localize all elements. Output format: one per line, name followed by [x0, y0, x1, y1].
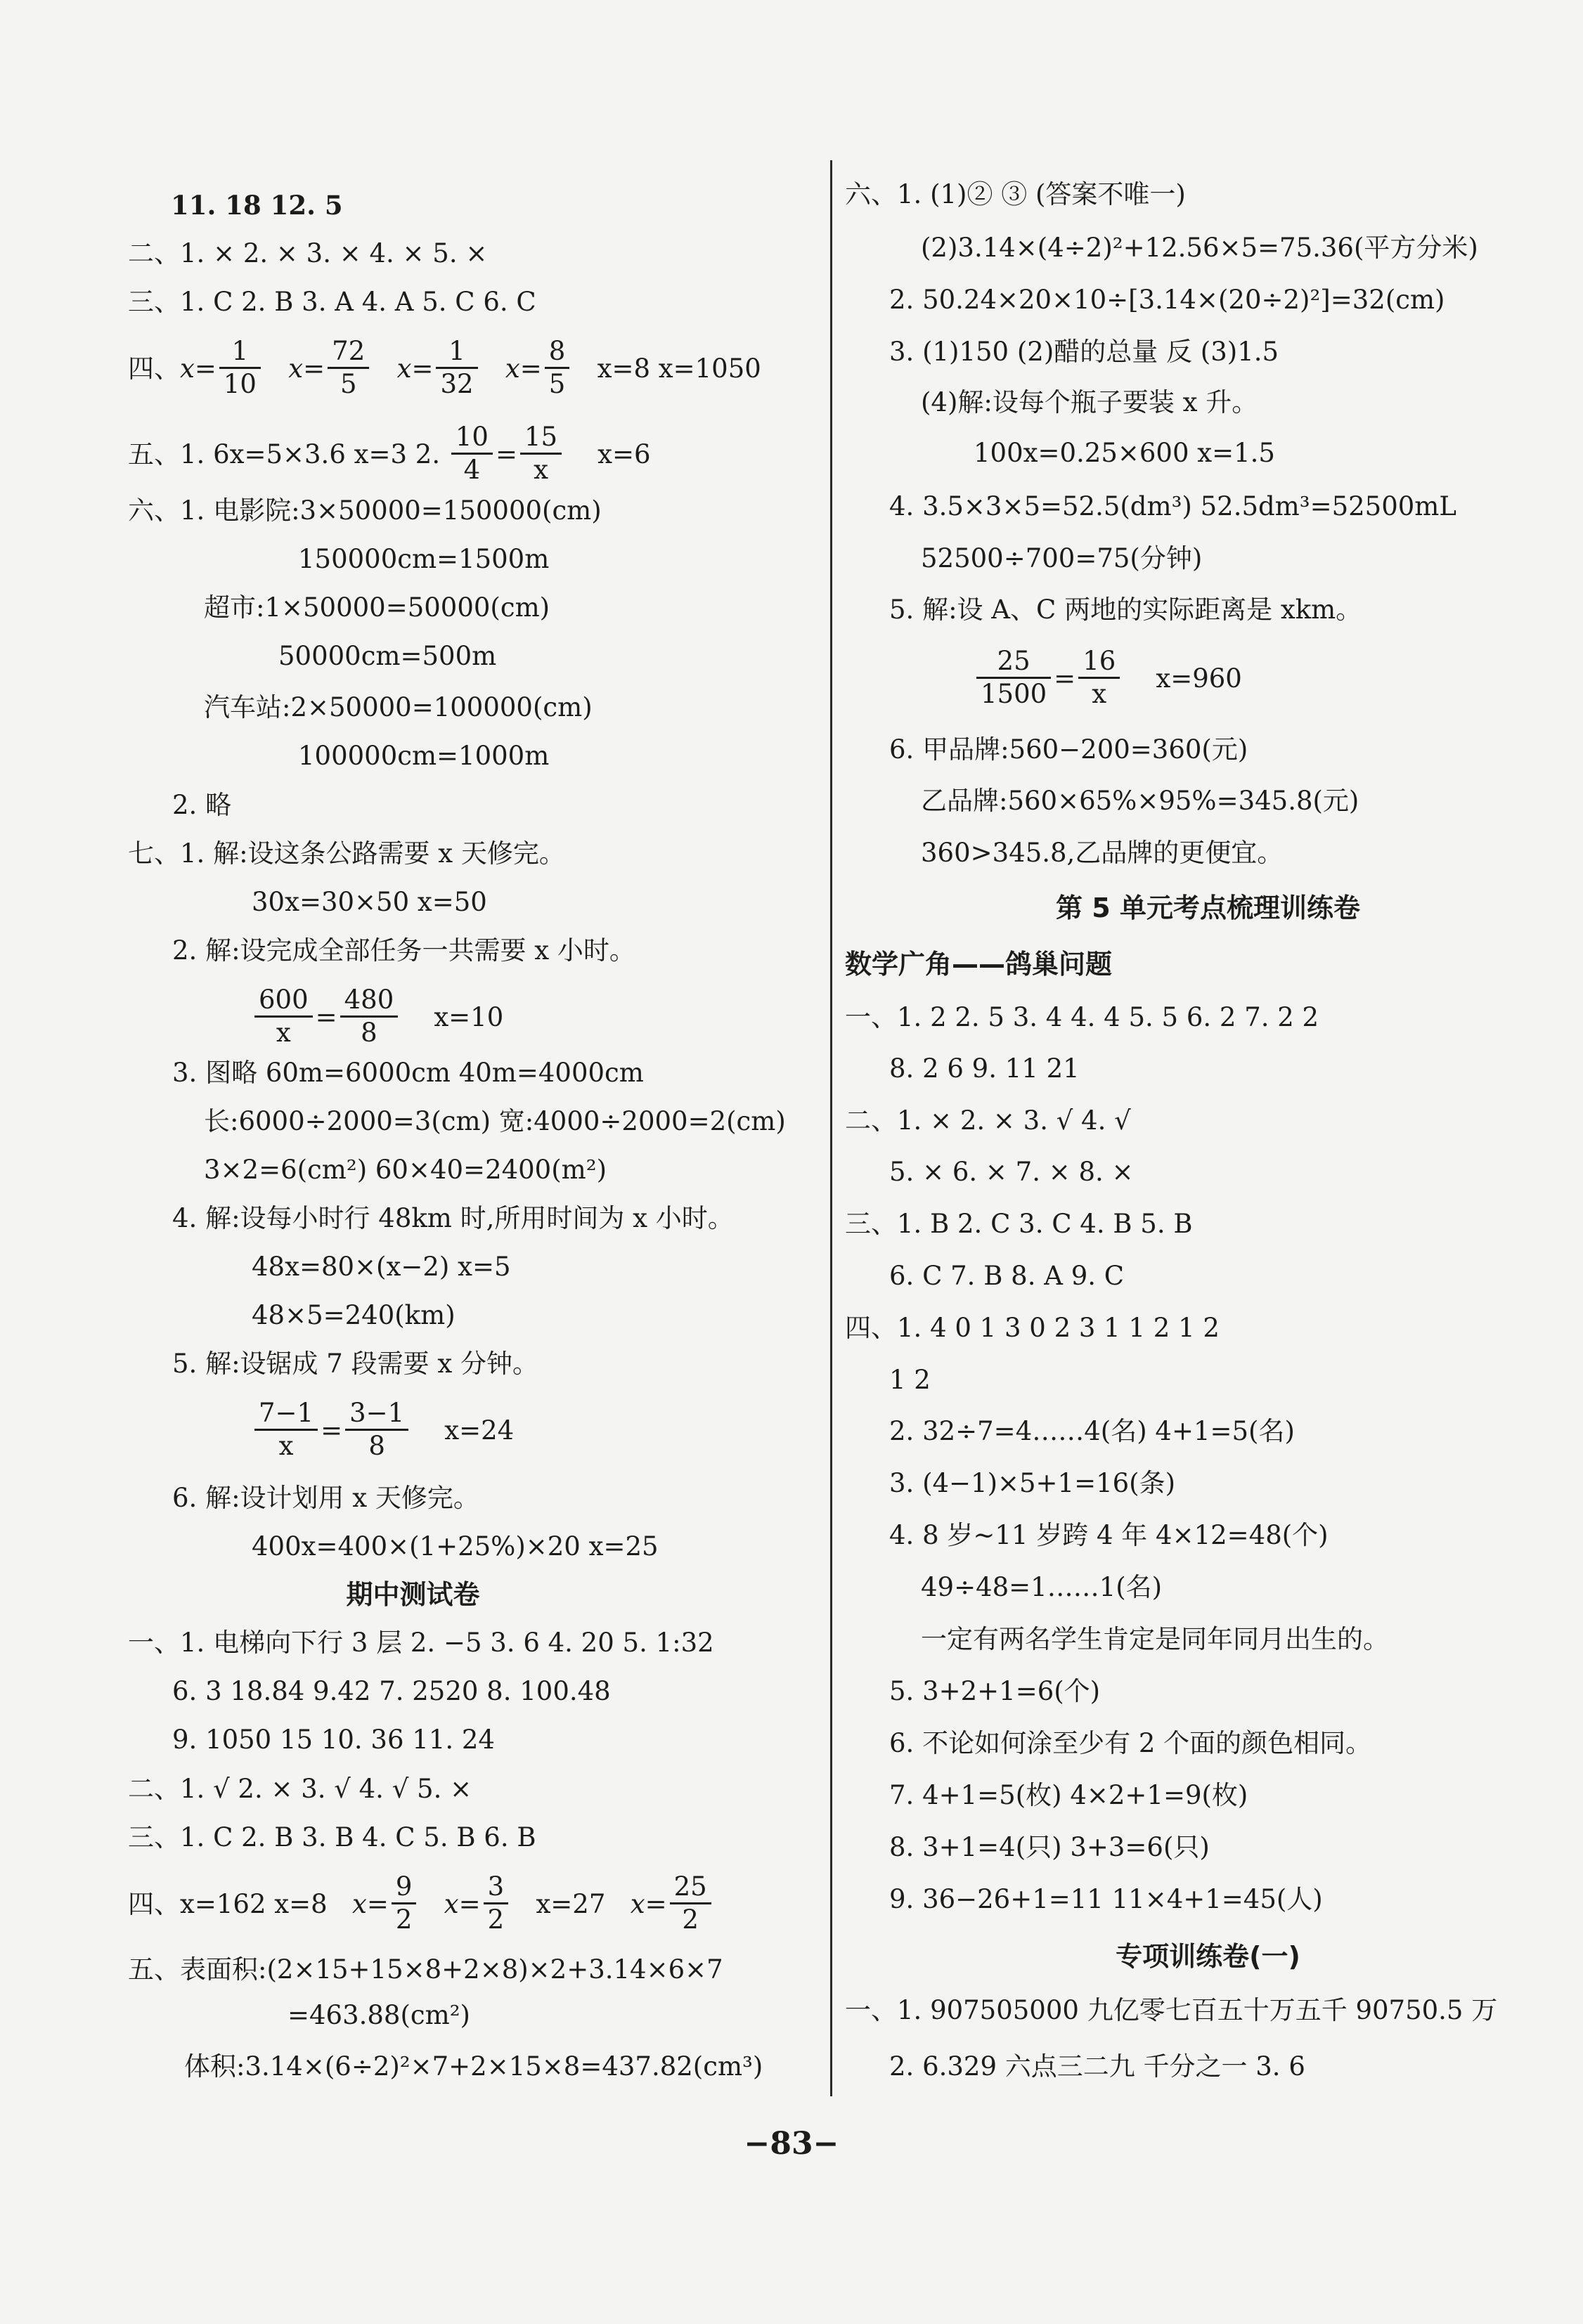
answer-line: 4. 8 岁~11 岁跨 4 年 4×12=48(个) — [889, 1520, 1329, 1550]
answer-line: 1 2 — [889, 1365, 931, 1395]
answer-line-fractions: $\frac{7-1}{x}$ = $\frac{3-1}{8}$ x=24 — [252, 1401, 514, 1465]
answer-line: 一、1. 2 2. 5 3. 4 4. 4 5. 5 6. 2 7. 2 2 — [845, 1002, 1319, 1032]
answer-line: 50000cm=500m — [278, 641, 497, 671]
answer-line: 4. 3.5×3×5=52.5(dm³) 52.5dm³=52500mL — [889, 491, 1456, 521]
answer-line: 6. 解:设计划用 x 天修完。 — [172, 1483, 479, 1513]
answer-line: 体积:3.14×(6÷2)²×7+2×15×8=437.82(cm³) — [184, 2051, 763, 2082]
answer-line: 2. 6.329 六点三二九 千分之一 3. 6 — [889, 2051, 1305, 2082]
answer-line: 9. 1050 15 10. 36 11. 24 — [172, 1725, 495, 1755]
answer-line: 乙品牌:560×65%×95%=345.8(元) — [921, 786, 1359, 816]
answer-line-fractions: $\frac{25}{1500}$ = $\frac{16}{x}$ x=960 — [974, 649, 1242, 713]
answer-line: 三、1. B 2. C 3. C 4. B 5. B — [845, 1209, 1193, 1239]
answer-line: 6. 甲品牌:560−200=360(元) — [889, 734, 1248, 765]
answer-line: 三、1. C 2. B 3. B 4. C 5. B 6. B — [128, 1822, 536, 1852]
answer-line: 一定有两名学生肯定是同年同月出生的。 — [921, 1624, 1389, 1654]
answer-line: 3. (1)150 (2)醋的总量 反 (3)1.5 — [889, 337, 1279, 367]
answer-line: 8. 2 6 9. 11 21 — [889, 1053, 1080, 1084]
answer-line: 360>345.8,乙品牌的更便宜。 — [921, 838, 1284, 868]
answer-line: 超市:1×50000=50000(cm) — [204, 592, 550, 623]
answer-line: 2. 32÷7=4……4(名) 4+1=5(名) — [889, 1416, 1295, 1446]
section-title-midterm: 期中测试卷 — [346, 1579, 480, 1610]
answer-line: 3×2=6(cm²) 60×40=2400(m²) — [204, 1155, 607, 1185]
answer-line: 六、1. (1)② ③ (答案不唯一) — [845, 179, 1186, 209]
section-title-unit5: 第 5 单元考点梳理训练卷 — [1056, 892, 1360, 923]
answer-line: 48x=80×(x−2) x=5 — [252, 1252, 511, 1282]
answer-line-fractions: 四、x=162 x=8 x= $\frac{9}{2}$ x= $\frac{3}{2}$ x=27 x= $\frac{25}{2}$ — [128, 1874, 714, 1938]
answer-line: 七、1. 解:设这条公路需要 x 天修完。 — [128, 838, 565, 869]
answer-line: 8. 3+1=4(只) 3+3=6(只) — [889, 1832, 1210, 1862]
page-number: −83− — [744, 2126, 839, 2162]
answer-line: 100000cm=1000m — [298, 741, 550, 771]
answer-line: 五、表面积:(2×15+15×8+2×8)×2+3.14×6×7 — [128, 1954, 723, 1985]
answer-line: 3. 图略 60m=6000cm 40m=4000cm — [172, 1058, 644, 1088]
answer-line: 二、1. × 2. × 3. × 4. × 5. × — [128, 238, 488, 268]
column-divider — [830, 160, 832, 2096]
answer-line: 2. 50.24×20×10÷[3.14×(20÷2)²]=32(cm) — [889, 285, 1445, 315]
subsection-title: 数学广角——鸽巢问题 — [845, 949, 1113, 980]
answer-line: 52500÷700=75(分钟) — [921, 543, 1203, 573]
answer-line: 汽车站:2×50000=100000(cm) — [204, 692, 593, 722]
answer-line: 6. 不论如何涂至少有 2 个面的颜色相同。 — [889, 1728, 1372, 1758]
answer-line: 11. 18 12. 5 — [171, 190, 343, 221]
answer-line: 5. 解:设锯成 7 段需要 x 分钟。 — [172, 1349, 538, 1379]
answer-line: =463.88(cm²) — [287, 2000, 470, 2030]
answer-line: 四、1. 4 0 1 3 0 2 3 1 1 2 1 2 — [845, 1313, 1220, 1343]
answer-line: 六、1. 电影院:3×50000=150000(cm) — [128, 495, 602, 526]
answer-line: 30x=30×50 x=50 — [252, 887, 487, 917]
section-title-special: 专项训练卷(一) — [1116, 1941, 1300, 1972]
answer-line: 49÷48=1……1(名) — [921, 1572, 1163, 1602]
answer-line: 三、1. C 2. B 3. A 4. A 5. C 6. C — [128, 287, 536, 317]
answer-line: 400x=400×(1+25%)×20 x=25 — [252, 1531, 659, 1562]
answer-line: 一、1. 907505000 九亿零七百五十万五千 90750.5 万 — [845, 1995, 1498, 2025]
answer-line: 2. 解:设完成全部任务一共需要 x 小时。 — [172, 935, 635, 966]
answer-line: 二、1. √ 2. × 3. √ 4. √ 5. × — [128, 1774, 472, 1804]
answer-line: (2)3.14×(4÷2)²+12.56×5=75.36(平方分米) — [921, 233, 1478, 263]
answer-line: 一、1. 电梯向下行 3 层 2. −5 3. 6 4. 20 5. 1:32 — [128, 1628, 714, 1658]
answer-line: 100x=0.25×600 x=1.5 — [974, 438, 1275, 468]
answer-line: 48×5=240(km) — [252, 1300, 455, 1330]
answer-line: 6. 3 18.84 9.42 7. 2520 8. 100.48 — [172, 1676, 611, 1706]
answer-line: 9. 36−26+1=11 11×4+1=45(人) — [889, 1884, 1323, 1914]
answer-line: 6. C 7. B 8. A 9. C — [889, 1261, 1125, 1291]
answer-line: 7. 4+1=5(枚) 4×2+1=9(枚) — [889, 1780, 1248, 1810]
answer-line: 5. 解:设 A、C 两地的实际距离是 xkm。 — [889, 595, 1362, 625]
answer-line: 长:6000÷2000=3(cm) 宽:4000÷2000=2(cm) — [204, 1106, 786, 1136]
answer-line: 2. 略 — [172, 790, 232, 820]
answer-line: 5. × 6. × 7. × 8. × — [889, 1157, 1134, 1187]
answer-line: 4. 解:设每小时行 48km 时,所用时间为 x 小时。 — [172, 1203, 734, 1233]
answer-line: 150000cm=1500m — [298, 544, 550, 574]
answer-line-fractions: 四、x= $\frac{1}{10}$ x= $\frac{72}{5}$ x= $\frac{1}{32}$ x= $\frac{8}{5}$ x=8 x=1050 — [128, 336, 761, 399]
answer-line-fractions: $\frac{600}{x}$ = $\frac{480}{8}$ x=10 — [252, 987, 503, 1051]
answer-line: 二、1. × 2. × 3. √ 4. √ — [845, 1105, 1131, 1136]
answer-line: (4)解:设每个瓶子要装 x 升。 — [921, 387, 1258, 417]
answer-line: 3. (4−1)×5+1=16(条) — [889, 1468, 1176, 1498]
answer-line: 5. 3+2+1=6(个) — [889, 1676, 1101, 1706]
answer-line-fractions: 五、1. 6x=5×3.6 x=3 2. $\frac{10}{4}$ = $\frac{15}{x}$ x=6 — [128, 422, 651, 485]
